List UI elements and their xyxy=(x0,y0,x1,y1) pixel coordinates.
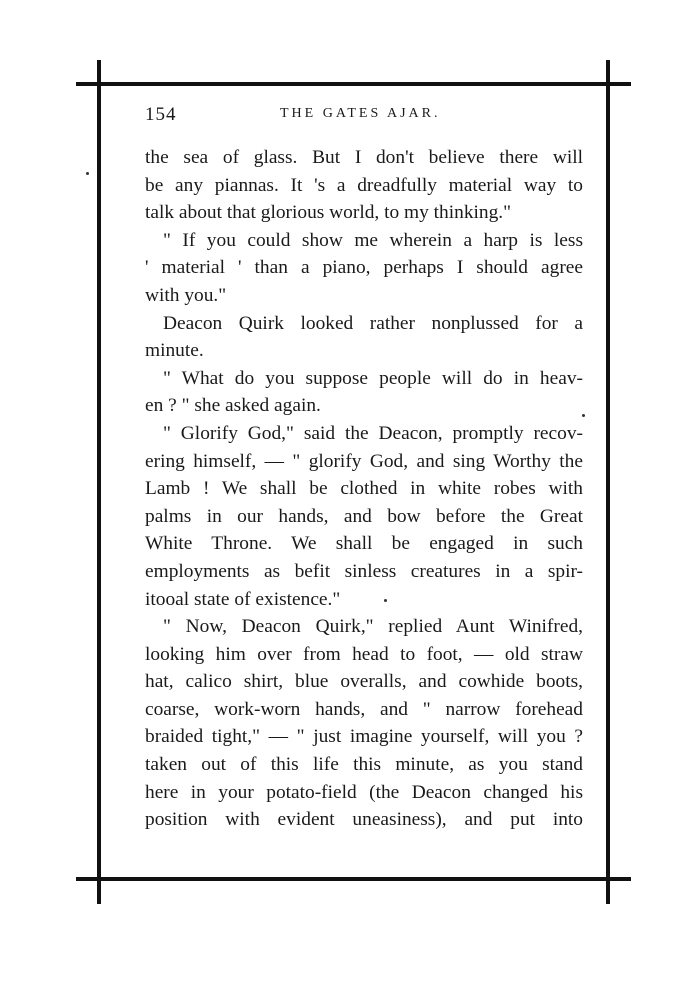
text-line: talk about that glorious world, to my thinking." xyxy=(145,202,512,224)
page-number: 154 xyxy=(145,104,177,125)
paper-speck xyxy=(384,599,387,602)
bottom-border-rule xyxy=(76,877,631,881)
text-line: coarse, work-worn hands, and " narrow forehead xyxy=(145,698,583,720)
text-line: " If you could show me wherein a harp is less xyxy=(163,229,583,251)
text-line: ' material ' than a piano, perhaps I should agree xyxy=(145,257,583,279)
text-line: ering himself, — " glorify God, and sing Worthy the xyxy=(145,450,583,472)
text-line: hat, calico shirt, blue overalls, and cowhide boots, xyxy=(145,671,583,693)
text-line: taken out of this life this minute, as you stand xyxy=(145,754,583,776)
text-line: Lamb ! We shall be clothed in white robes with xyxy=(145,478,583,500)
text-line: minute. xyxy=(145,340,204,362)
text-line: " Glorify God," said the Deacon, promptly recov- xyxy=(163,422,583,444)
text-line: itooal state of existence." xyxy=(145,588,341,610)
paper-speck xyxy=(582,414,585,417)
text-line: with you." xyxy=(145,284,227,306)
running-head: THE GATES AJAR. xyxy=(280,106,441,121)
text-line: employments as befit sinless creatures in a spir- xyxy=(145,560,583,582)
body-text xyxy=(145,144,583,834)
paper-speck xyxy=(86,172,89,175)
text-line: looking him over from head to foot, — old straw xyxy=(145,643,583,665)
text-line: en ? " she asked again. xyxy=(145,395,321,417)
text-line: position with evident uneasiness), and put into xyxy=(145,809,583,831)
text-line: " What do you suppose people will do in heav- xyxy=(163,367,583,389)
page-header xyxy=(145,104,583,128)
left-border-rule xyxy=(97,60,101,904)
text-line: braided tight," — " just imagine yourself, will you ? xyxy=(145,726,583,748)
text-line: Deacon Quirk looked rather nonplussed for a xyxy=(163,312,583,334)
top-border-rule xyxy=(76,82,631,86)
text-line: the sea of glass. But I don't believe there will xyxy=(145,147,583,168)
text-line: White Throne. We shall be engaged in such xyxy=(145,533,583,555)
text-line: be any piannas. It 's a dreadfully material way to xyxy=(145,174,583,196)
text-line: " Now, Deacon Quirk," replied Aunt Winifred, xyxy=(163,616,583,638)
text-line: here in your potato-field (the Deacon changed his xyxy=(145,781,583,803)
right-border-rule xyxy=(606,60,610,904)
text-line: palms in our hands, and bow before the Great xyxy=(145,505,583,527)
